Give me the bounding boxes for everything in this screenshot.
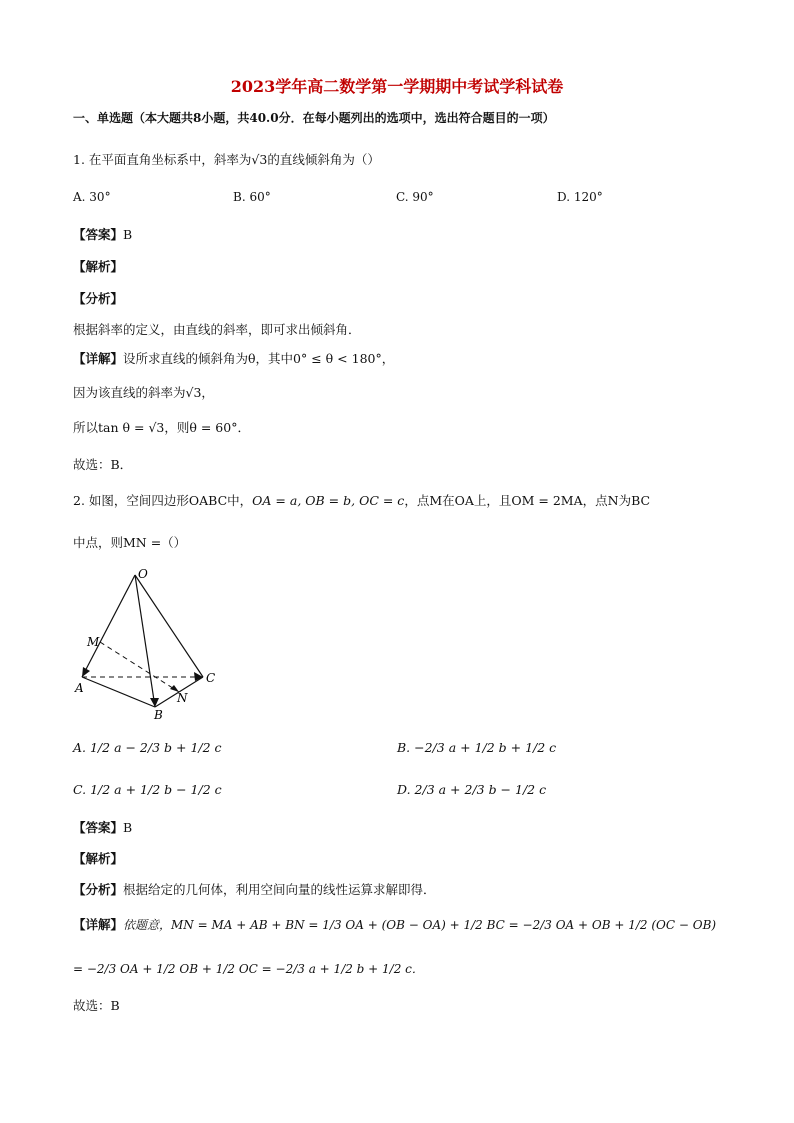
q1-option-d: D. 120° <box>557 190 603 204</box>
q2-fenxi <box>73 880 436 898</box>
label-n: N <box>177 691 188 705</box>
q1-line2: 因为该直线的斜率为√3， <box>73 385 214 400</box>
page-title: 2023学年高二数学第一学期期中考试学科试卷 <box>230 77 564 96</box>
answer-value: B <box>123 820 133 835</box>
detail-label: 【详解】 <box>73 917 124 932</box>
q2-stem-line2: 中点，则MN =（） <box>73 535 187 550</box>
detail-label: 【详解】 <box>73 351 124 366</box>
section-heading: 一、单选题（本大题共8小题，共40.0分．在每小题列出的选项中，选出符合题目的一项） <box>73 111 555 125</box>
q1-stem <box>73 150 380 168</box>
q1-option-b: B. 60° <box>233 190 271 204</box>
label-o: O <box>138 567 148 581</box>
q2-option-c: C. 1/2 a + 1/2 b − 1/2 c <box>73 782 222 797</box>
q1-line3: 所以tan θ = √3，则θ = 60°． <box>73 420 250 435</box>
q1-option-c: C. 90° <box>396 190 434 204</box>
tetrahedron-figure <box>70 562 230 722</box>
answer-label: 【答案】 <box>73 820 124 835</box>
q2-option-b: B. −2/3 a + 1/2 b + 1/2 c <box>397 740 557 755</box>
edge-oa <box>82 575 135 677</box>
edge-oc <box>135 575 203 677</box>
label-c: C <box>206 671 216 685</box>
q1-option-a: A. 30° <box>73 190 111 204</box>
q1-stem-root: √3 <box>251 152 268 167</box>
label-a: A <box>75 681 84 695</box>
q1-stem-tail: 的直线倾斜角为（） <box>267 152 380 167</box>
fenxi-label: 【分析】 <box>73 882 124 897</box>
q2-conclusion: 故选：B <box>73 998 120 1013</box>
q1-answer <box>73 225 132 243</box>
q1-analysis-label: 【解析】 <box>73 259 124 274</box>
q2-detail <box>73 915 716 933</box>
q2-analysis-label: 【解析】 <box>73 851 124 866</box>
q1-conclusion: 故选：B． <box>73 457 133 472</box>
q2-stem-text: 2. 如图，空间四边形OABC中， <box>73 493 253 508</box>
q2-detail-line2: = −2/3 OA + 1/2 OB + 1/2 OC = −2/3 a + 1/2 b + 1/2 c． <box>73 962 424 976</box>
q2-stem-vectors: OA = a, OB = b, OC = c <box>252 493 405 508</box>
edge-ob <box>135 575 155 707</box>
fenxi-text: 根据给定的几何体，利用空间向量的线性运算求解即得． <box>123 882 436 897</box>
q2-option-a: A. 1/2 a − 2/3 b + 1/2 c <box>73 740 222 755</box>
q1-detail <box>73 349 394 367</box>
q2-option-d: D. 2/3 a + 2/3 b − 1/2 c <box>397 782 547 797</box>
answer-value: B <box>123 227 133 242</box>
detail-text: 设所求直线的倾斜角为θ，其中0° ≤ θ < 180°， <box>123 351 395 366</box>
q2-stem-tail: ，点M在OA上，且OM = 2MA，点N为BC <box>404 493 651 508</box>
q2-answer <box>73 818 132 836</box>
q1-fenxi-label: 【分析】 <box>73 291 124 306</box>
q1-stem-text: 1. 在平面直角坐标系中，斜率为 <box>73 152 252 167</box>
q2-stem <box>73 491 650 509</box>
answer-label: 【答案】 <box>73 227 124 242</box>
detail-text: 依题意，MN = MA + AB + BN = 1/3 OA + (OB − OA) + 1/2 BC = −2/3 OA + OB + 1/2 (OC − OB) <box>123 918 717 932</box>
label-b: B <box>154 708 163 722</box>
label-m: M <box>87 635 100 649</box>
q1-fenxi-text: 根据斜率的定义，由直线的斜率，即可求出倾斜角． <box>73 322 361 337</box>
edge-ab <box>82 677 155 707</box>
segment-mn <box>100 642 179 692</box>
